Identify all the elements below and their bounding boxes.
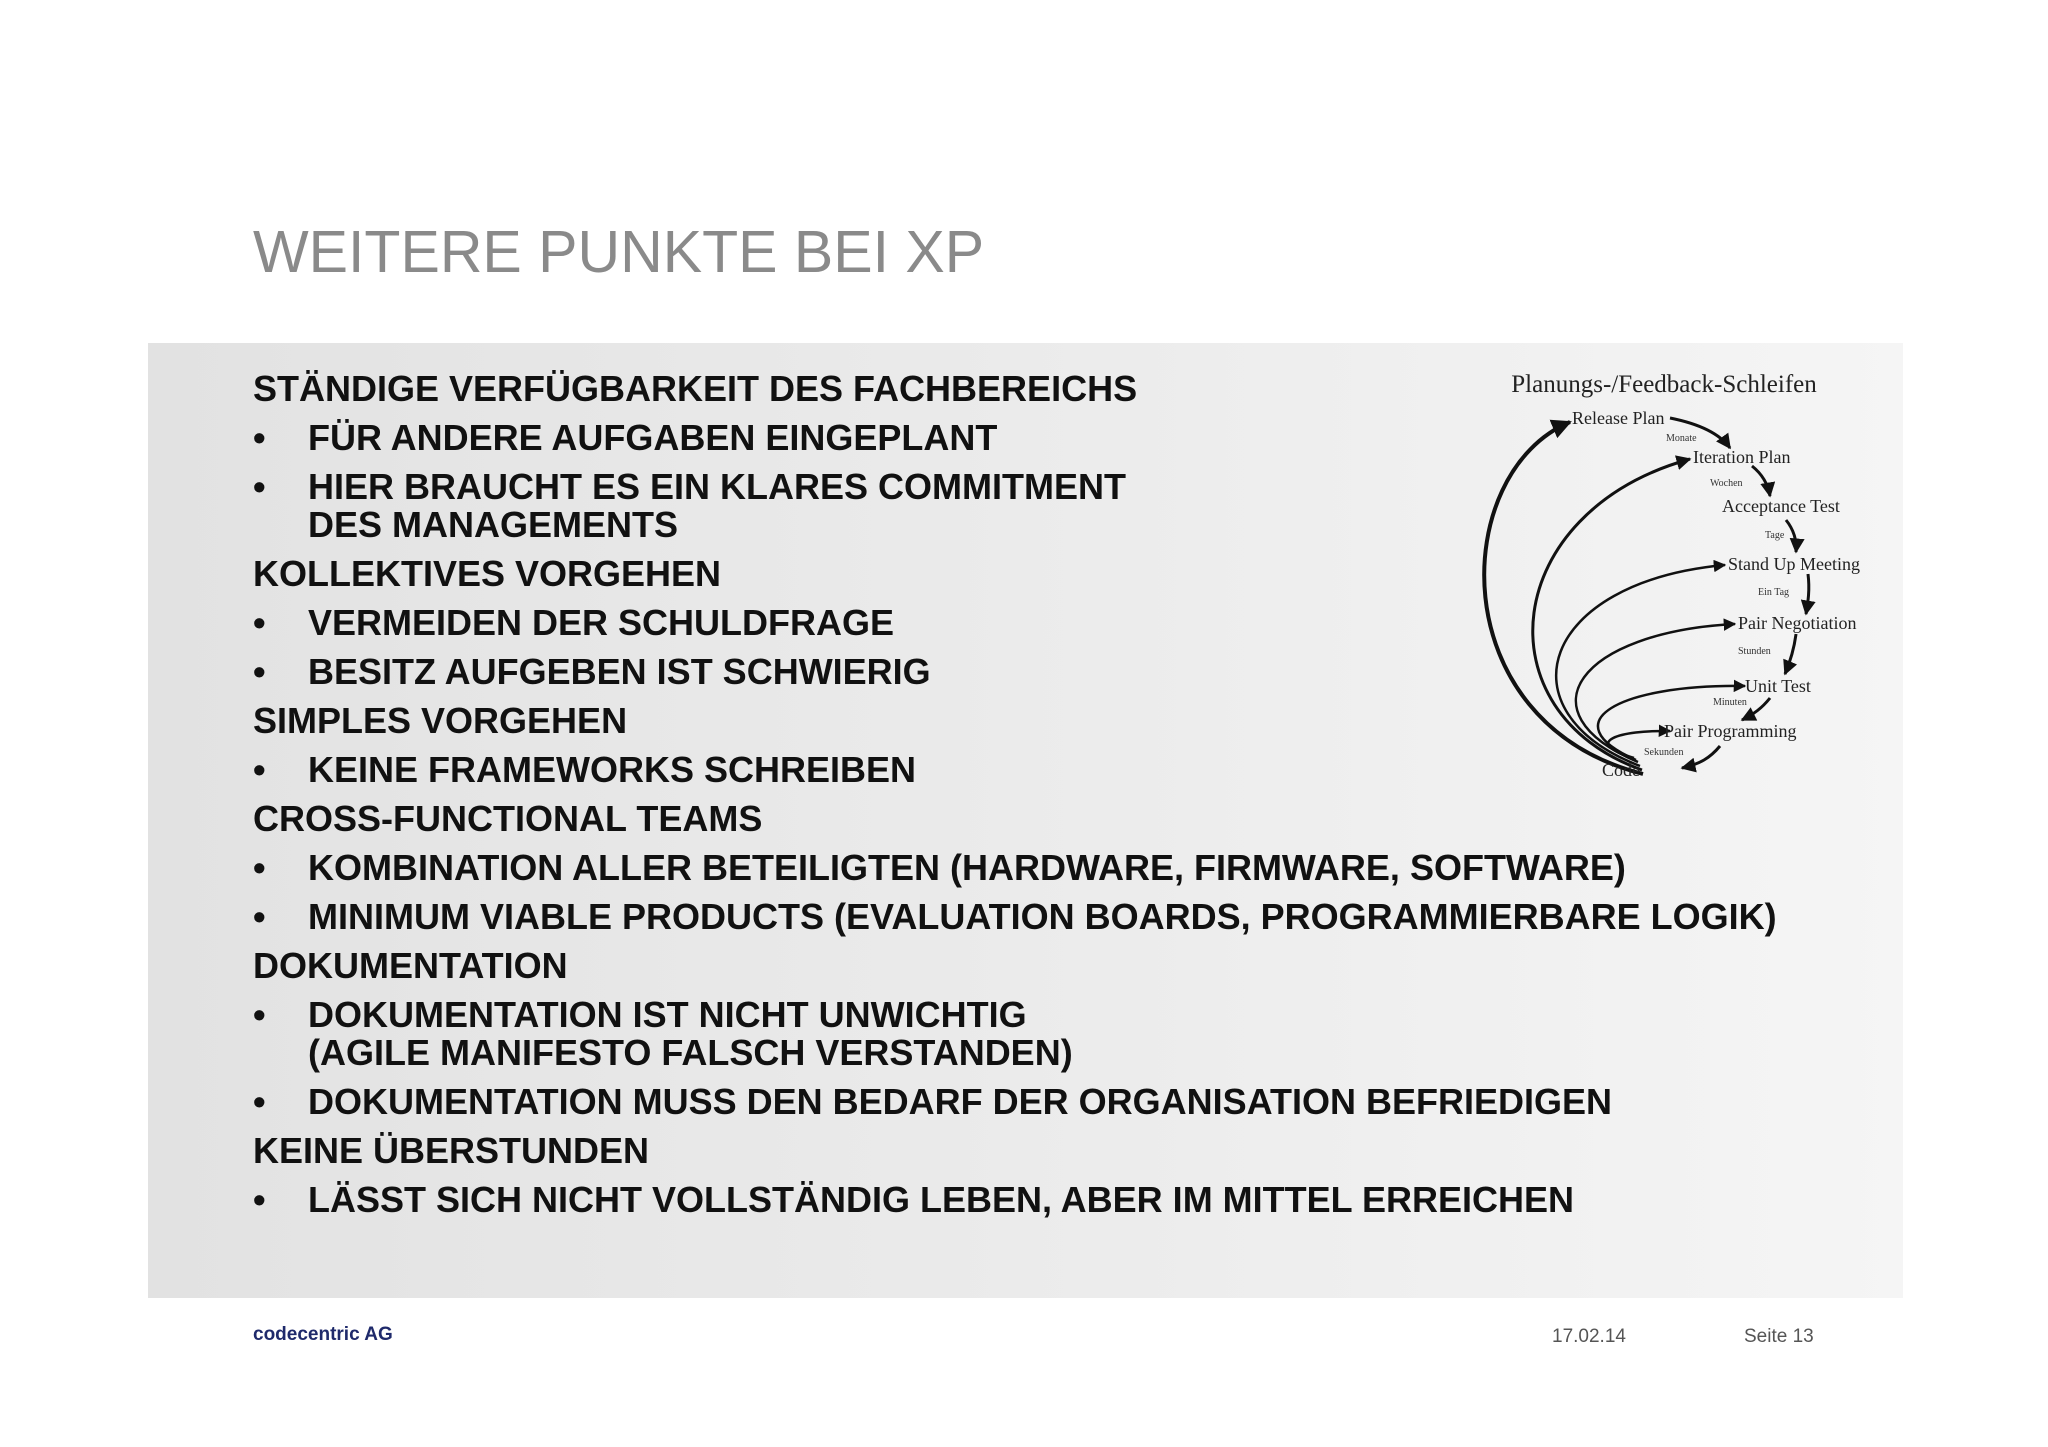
interval-label: Stunden — [1738, 646, 1771, 657]
section-heading: STÄNDIGE VERFÜGBARKEIT DES FACHBEREICHS — [253, 368, 1138, 409]
section-heading: KOLLEKTIVES VORGEHEN — [253, 553, 722, 594]
footer-company: codecentric AG — [253, 1324, 393, 1345]
step-pairprog-to-code — [1682, 746, 1720, 768]
section-heading: DOKUMENTATION — [253, 945, 568, 986]
stage-label: Release Plan — [1572, 408, 1665, 428]
bullet-marker: • — [253, 602, 266, 643]
bullet-text-line: FÜR ANDERE AUFGABEN EINGEPLANT — [308, 417, 998, 458]
loop-release-plan — [1484, 422, 1643, 774]
slide-title: WEITERE PUNKTE BEI XP — [253, 219, 985, 285]
feedback-loops-diagram — [1420, 362, 1880, 792]
bullet-marker: • — [253, 749, 266, 790]
step-acceptance-to-standup — [1786, 520, 1796, 552]
step-standup-to-negotiation — [1806, 574, 1809, 614]
bullet-text-line: LÄSST SICH NICHT VOLLSTÄNDIG LEBEN, ABER IM MITTEL ERREICHEN — [308, 1179, 1575, 1220]
bullet-item — [253, 996, 1803, 1072]
bullet-item — [253, 1083, 1803, 1121]
bullet-marker: • — [253, 1179, 266, 1220]
bullet-marker: • — [253, 466, 266, 507]
bullet-marker: • — [253, 1081, 266, 1122]
stage-label: Pair Negotiation — [1738, 613, 1857, 633]
bullet-marker: • — [253, 417, 266, 458]
bullet-text-line: (AGILE MANIFESTO FALSCH VERSTANDEN) — [308, 1032, 1073, 1073]
bullet-text-line: MINIMUM VIABLE PRODUCTS (EVALUATION BOARDS, PROGRAMMIERBARE LOGIK) — [308, 896, 1777, 937]
bullet-marker: • — [253, 651, 266, 692]
section-heading: CROSS-FUNCTIONAL TEAMS — [253, 798, 763, 839]
bullet-text-line: DES MANAGEMENTS — [308, 504, 679, 545]
interval-label: Minuten — [1713, 697, 1747, 708]
section-heading: SIMPLES VORGEHEN — [253, 700, 628, 741]
step-negotiation-to-unittest — [1785, 634, 1796, 674]
footer-date: 17.02.14 — [1552, 1326, 1626, 1347]
interval-label: Monate — [1666, 433, 1697, 444]
footer-page-number: Seite 13 — [1744, 1326, 1814, 1347]
bullet-marker: • — [253, 994, 266, 1035]
stage-label: Unit Test — [1745, 676, 1811, 696]
stage-label: Acceptance Test — [1722, 496, 1840, 516]
bullet-text-line: BESITZ AUFGEBEN IST SCHWIERIG — [308, 651, 931, 692]
interval-label: Ein Tag — [1758, 587, 1790, 598]
bullet-text-line: KOMBINATION ALLER BETEILIGTEN (HARDWARE, FIRMWARE, SOFTWARE) — [308, 847, 1626, 888]
bullet-text-line: DOKUMENTATION IST NICHT UNWICHTIG — [308, 994, 1027, 1035]
stage-label: Pair Programming — [1664, 721, 1797, 741]
step-iteration-to-acceptance — [1752, 466, 1770, 496]
section-heading: KEINE ÜBERSTUNDEN — [253, 1130, 650, 1171]
stage-label: Iteration Plan — [1693, 447, 1791, 467]
bullet-marker: • — [253, 896, 266, 937]
bullet-item — [253, 1181, 1803, 1219]
diagram-title: Planungs-/Feedback-Schleifen — [1511, 371, 1817, 398]
bullet-text-line: DOKUMENTATION MUSS DEN BEDARF DER ORGANISATION BEFRIEDIGEN — [308, 1081, 1613, 1122]
bullet-marker: • — [253, 847, 266, 888]
bullet-text-line: KEINE FRAMEWORKS SCHREIBEN — [308, 749, 917, 790]
interval-label: Wochen — [1710, 478, 1743, 489]
stage-label: Code — [1602, 760, 1640, 780]
interval-label: Tage — [1765, 530, 1785, 541]
stage-label: Stand Up Meeting — [1728, 554, 1860, 574]
bullet-text-line: VERMEIDEN DER SCHULDFRAGE — [308, 602, 895, 643]
bullet-item — [253, 898, 1803, 936]
interval-label: Sekunden — [1644, 747, 1684, 758]
bullet-text-line: HIER BRAUCHT ES EIN KLARES COMMITMENT — [308, 466, 1126, 507]
bullet-item — [253, 849, 1803, 887]
